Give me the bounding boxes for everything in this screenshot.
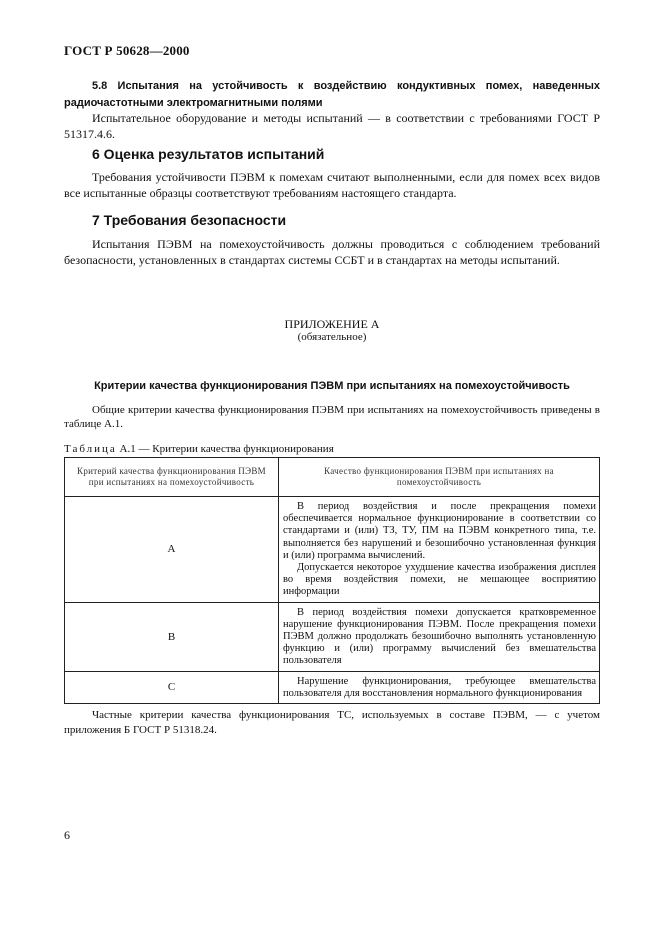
appendix-title: Критерии качества функционирования ПЭВМ при испытаниях на помехоустойчивость bbox=[94, 380, 570, 392]
table-cell-criterion: C bbox=[65, 671, 279, 703]
table-caption-text: А.1 — Критерии качества функционирования bbox=[119, 443, 334, 455]
table-caption bbox=[64, 443, 334, 455]
appendix-intro: Общие критерии качества функционирования ПЭВМ при испытаниях на помехоустойчивость приведены в таблице А.1. bbox=[64, 404, 600, 430]
appendix-label: ПРИЛОЖЕНИЕ А bbox=[284, 317, 380, 331]
document-code: ГОСТ Р 50628—2000 bbox=[64, 43, 190, 58]
description-paragraph: Нарушение функционирования, требующее вмешательства пользователя для восстановления нормального функционирования bbox=[283, 675, 596, 699]
section-5-8-text: Испытательное оборудование и методы испытаний — в соответствии с требованиями ГОСТ Р 51317.4.6. bbox=[64, 111, 600, 141]
criteria-table bbox=[64, 457, 600, 704]
appendix-status: (обязательное) bbox=[297, 331, 367, 343]
section-6-text: Требования устойчивости ПЭВМ к помехам считают выполненными, если для помех всех видов все испытанные образцы соответствуют требованиям настоящего стандарта. bbox=[64, 170, 600, 200]
description-paragraph: В период воздействия помехи допускается кратковременное нарушение функционирования ПЭВМ. После прекращения помехи ПЭВМ должно продолжать безошибочно выполнять установленную функцию и (или) программу вычислений без вмешательства пользователя bbox=[283, 606, 596, 667]
table-caption-label: Таблица bbox=[64, 443, 117, 455]
table-cell-description bbox=[279, 497, 600, 603]
table-row bbox=[65, 671, 600, 703]
section-5-8-number: 5.8 bbox=[92, 80, 108, 92]
page-number: 6 bbox=[64, 828, 70, 842]
table-header-row bbox=[65, 458, 600, 497]
footer-note: Частные критерии качества функционирования ТС, используемых в составе ПЭВМ, — с учетом приложения Б ГОСТ Р 51318.24. bbox=[64, 709, 600, 736]
table-row bbox=[65, 602, 600, 671]
section-7-title: 7 Требования безопасности bbox=[92, 212, 287, 228]
description-paragraph: В период воздействия и после прекращения помехи обеспечивается нормальное функционирование в соответствии со стандартами и (или) ТЗ, ТУ, ПМ на ПЭВМ конкретного типа, т.е. выполняется без нарушений и безошибочно установленная функция и (или) программа вычислений. bbox=[283, 501, 596, 561]
table-cell-criterion: A bbox=[65, 497, 279, 603]
section-7-text: Испытания ПЭВМ на помехоустойчивость должны проводиться с соблюдением требований безопасности, установленных в стандартах системы ССБТ и в стандартах на методы испытаний. bbox=[64, 237, 600, 267]
table-cell-description bbox=[279, 602, 600, 671]
section-6-title: 6 Оценка результатов испытаний bbox=[92, 146, 325, 162]
table-row bbox=[65, 497, 600, 603]
table-cell-description bbox=[279, 671, 600, 703]
table-header-criterion: Критерий качества функционирования ПЭВМ при испытаниях на помехоустойчивость bbox=[65, 458, 279, 497]
description-paragraph: Допускается некоторое ухудшение качества изображения дисплея во время воздействия помехи, не мешающее восприятию информации bbox=[283, 562, 596, 598]
table-cell-criterion: B bbox=[65, 602, 279, 671]
section-5-8-heading: Испытания на устойчивость к воздействию кондуктивных помех, наведенных радиочастотными электромагнитными полями bbox=[64, 80, 601, 109]
table-header-quality: Качество функционирования ПЭВМ при испытаниях на помехоустойчивость bbox=[279, 458, 600, 497]
section-5-8 bbox=[64, 78, 600, 142]
